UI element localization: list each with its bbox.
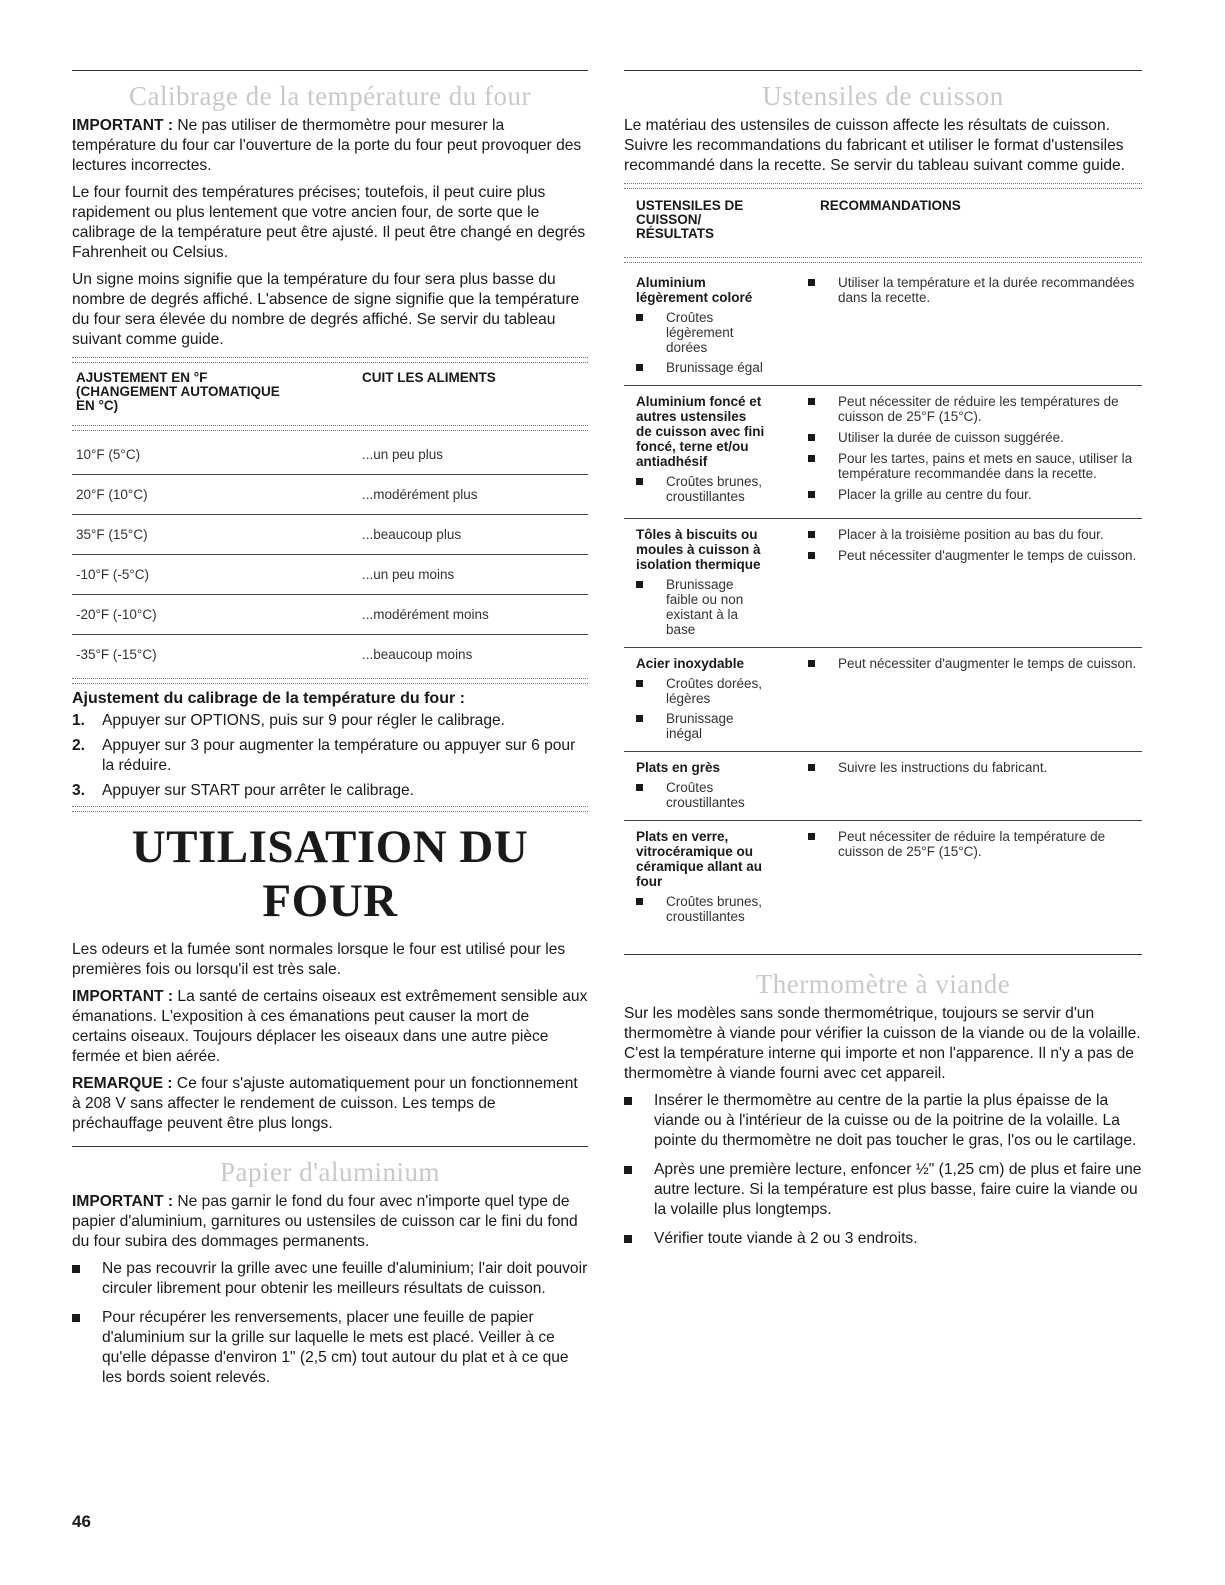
table-row [624,519,1142,648]
square-bullet-icon [808,764,815,771]
adjustment-cell: -35°F (-15°C) [76,647,157,662]
recommendation-item [808,760,1142,775]
square-bullet-icon [808,491,815,498]
list-item [624,1229,1142,1249]
recommendation-text: Placer la grille au centre du four. [838,487,1032,502]
recommendation-text: Suivre les instructions du fabricant. [838,760,1048,775]
table-row [72,635,588,674]
header-cookware: USTENSILES DE CUISSON/ RÉSULTATS [636,198,744,241]
recommendations-cell [808,275,1142,375]
square-bullet-icon [808,398,815,405]
result-item [636,780,808,810]
adjustment-cell: 10°F (5°C) [76,447,141,462]
table-dotted-rule [72,678,588,684]
cookware-name: Plats en grès [636,760,721,775]
recommendations-cell [808,527,1142,637]
recommendations-cell [808,829,1142,924]
cookware-name: Acier inoxydable [636,656,745,671]
foil-title: Papier d'aluminium [219,1157,441,1187]
list-item-text: Pour récupérer les renversements, placer une feuille de papier d'aluminium sur la grille sur laquelle le mets est placé. Veiller à ce qu'elle dépasse d'environ 1" (2,5 cm) tout autour du plat et à ce que les bords soient relevés. [102,1309,569,1386]
recommendation-item [808,656,1142,671]
result-item [636,360,808,375]
cookware-title: Ustensiles de cuisson [762,81,1004,111]
square-bullet-icon [808,279,815,286]
calibration-steps [72,711,588,801]
square-bullet-icon [808,552,815,559]
cookware-name: Plats en verre, vitrocéramique ou céramique allant au four [636,829,763,889]
recommendation-item [808,548,1142,563]
section-rule [624,954,1142,955]
cookware-table [624,193,1142,934]
table-dotted-rule [624,183,1142,189]
square-bullet-icon [624,1097,632,1105]
list-item [72,1259,588,1299]
result-cell: ...beaucoup plus [362,527,462,542]
step-text: Appuyer sur OPTIONS, puis sur 9 pour régler le calibrage. [102,712,506,729]
page-number: 46 [72,1512,91,1531]
adjustment-cell: -20°F (-10°C) [76,607,157,622]
table-row [72,435,588,475]
table-row [624,821,1142,934]
list-item-text: Ne pas recouvrir la grille avec une feuille d'aluminium; l'air doit pouvoir circuler librement pour obtenir les meilleurs résultats de cuisson. [102,1260,588,1297]
step-number: 2. [72,737,86,754]
section-dotted-rule [72,806,588,812]
recommendation-text: Peut nécessiter de réduire les températures de cuisson de 25°F (15°C). [838,394,1119,424]
cookware-cell [624,656,808,741]
recommendation-text: Utiliser la durée de cuisson suggérée. [838,430,1064,445]
recommendation-item [808,487,1142,502]
calibration-title: Calibrage de la température du four [128,81,532,111]
list-item [624,1160,1142,1220]
result-text: Brunissage inégal [666,711,734,741]
left-column [72,70,588,1397]
recommendation-item [808,829,1142,859]
thermometer-bullets [624,1091,1142,1249]
result-text: Croûtes dorées, légères [666,676,763,706]
result-text: Croûtes croustillantes [666,780,745,810]
table-row [72,595,588,635]
result-text: Croûtes brunes, croustillantes [666,474,763,504]
cookware-name: Tôles à biscuits ou moules à cuisson à isolation thermique [636,527,761,572]
recommendation-item [808,275,1142,305]
recommendation-item [808,430,1142,445]
result-item [636,310,808,355]
cookware-cell [624,527,808,637]
chapter-title: UTILISATION DU FOUR [131,821,529,927]
recommendations-cell [808,656,1142,741]
square-bullet-icon [636,364,643,371]
step-number: 3. [72,782,86,799]
result-cell: ...modérément moins [362,607,489,622]
usage-important: IMPORTANT : La santé de certains oiseaux est extrêmement sensible aux émanations. L'exposition à ces émanations peut causer la mort de certains oiseaux. Toujours déplacer les oiseaux dans une autre pièce fermée et bien aérée. [72,988,588,1065]
calibration-table-body [72,435,588,674]
adjustment-cell: 20°F (10°C) [76,487,148,502]
square-bullet-icon [636,581,643,588]
step-text: Appuyer sur START pour arrêter le calibrage. [102,782,415,799]
section-rule [72,70,588,71]
result-item [636,577,808,637]
table-row [72,555,588,595]
recommendation-item [808,451,1142,481]
calibration-paragraph: Le four fournit des températures précises; toutefois, il peut cuire plus rapidement ou plus lentement que votre ancien four, de sorte que le calibrage de la température peut être ajusté. Il peut être changé en degrés Fahrenheit ou Celsius. [72,184,586,261]
step-text: Appuyer sur 3 pour augmenter la température ou appuyer sur 6 pour la réduire. [102,737,576,774]
cookware-name: Aluminium foncé et autres ustensiles de cuisson avec fini foncé, terne et/ou antiadhésif [636,394,765,469]
table-row [72,475,588,515]
square-bullet-icon [636,784,643,791]
square-bullet-icon [636,680,643,687]
adjustment-cell: -10°F (-5°C) [76,567,150,582]
list-item-text: Insérer le thermomètre au centre de la partie la plus épaisse de la viande ou à l'intérieur de la cuisse ou de la poitrine de la volaille. La pointe du thermomètre ne doit pas toucher le gras, l'os ou le cartilage. [654,1092,1137,1149]
step-item [72,736,588,776]
recommendation-text: Utiliser la température et la durée recommandées dans la recette. [838,275,1135,305]
calibration-table-header [72,367,588,421]
list-item-text: Vérifier toute viande à 2 ou 3 endroits. [654,1230,918,1247]
square-bullet-icon [72,1265,80,1273]
table-dotted-rule [72,357,588,363]
calibration-important: IMPORTANT : Ne pas utiliser de thermomètre pour mesurer la température du four car l'ouverture de la porte du four peut provoquer des lectures incorrectes. [72,117,582,174]
table-dotted-rule [624,257,1142,263]
result-cell: ...un peu moins [362,567,455,582]
result-item [636,676,808,706]
result-item [636,474,808,504]
thermometer-paragraph: Sur les modèles sans sonde thermométrique, toujours se servir d'un thermomètre à viande pour vérifier la cuisson de la viande ou de la volaille. C'est la température interne qui importe et non l'apparence. Il n'y a pas de thermomètre à viande fourni avec cet appareil. [624,1005,1141,1082]
recommendations-cell [808,394,1142,508]
cookware-cell [624,275,808,375]
usage-paragraph: Les odeurs et la fumée sont normales lorsque le four est utilisé pour les premières fois ou lorsqu'il est très sale. [72,941,566,978]
square-bullet-icon [808,434,815,441]
adjustment-cell: 35°F (15°C) [76,527,148,542]
recommendation-text: Pour les tartes, pains et mets en sauce, utiliser la température recommandée dans la recette. [838,451,1133,481]
recommendation-item [808,394,1142,424]
result-cell: ...un peu plus [362,447,444,462]
foil-important: IMPORTANT : Ne pas garnir le fond du four avec n'importe quel type de papier d'aluminium, garnitures ou ustensiles de cuisson car le fini du fond du four subira des dommages permanents. [72,1193,578,1250]
cookware-table-body [624,267,1142,934]
square-bullet-icon [72,1314,80,1322]
result-text: Croûtes brunes, croustillantes [666,894,763,924]
result-item [636,711,808,741]
calibration-table [72,367,588,684]
step-item [72,711,588,731]
square-bullet-icon [636,478,643,485]
recommendation-text: Placer à la troisième position au bas du four. [838,527,1104,542]
step-item [72,781,588,801]
list-item-text: Après une première lecture, enfoncer ½" (1,25 cm) de plus et faire une autre lecture. Si la température est plus basse, faire cuire la viande ou la volaille plus longtemps. [654,1161,1142,1218]
section-rule [624,70,1142,71]
cookware-cell [624,394,808,508]
header-result: CUIT LES ALIMENTS [362,370,496,385]
table-dotted-rule [72,425,588,431]
cookware-table-header [624,193,1142,253]
recommendation-item [808,527,1142,542]
square-bullet-icon [636,314,643,321]
cookware-cell [624,760,808,810]
table-row [624,386,1142,519]
recommendation-text: Peut nécessiter d'augmenter le temps de cuisson. [838,656,1137,671]
result-cell: ...modérément plus [362,487,478,502]
table-row [624,752,1142,821]
square-bullet-icon [636,898,643,905]
foil-bullets [72,1259,588,1388]
recommendation-text: Peut nécessiter d'augmenter le temps de cuisson. [838,548,1137,563]
thermometer-title: Thermomètre à viande [755,969,1011,999]
recommendation-text: Peut nécessiter de réduire la température de cuisson de 25°F (15°C). [838,829,1106,859]
table-row [624,267,1142,386]
usage-note: REMARQUE : Ce four s'ajuste automatiquement pour un fonctionnement à 208 V sans affecter le rendement de cuisson. Les temps de préchauffage peuvent être plus longs. [72,1075,578,1132]
square-bullet-icon [624,1235,632,1243]
right-column [624,70,1142,1258]
square-bullet-icon [808,455,815,462]
list-item [72,1308,588,1388]
square-bullet-icon [624,1166,632,1174]
table-row [72,515,588,555]
square-bullet-icon [808,531,815,538]
steps-title: Ajustement du calibrage de la température du four : [72,690,465,707]
step-number: 1. [72,712,86,729]
recommendations-cell [808,760,1142,810]
result-cell: ...beaucoup moins [362,647,473,662]
table-row [624,648,1142,752]
square-bullet-icon [808,833,815,840]
result-text: Brunissage faible ou non existant à la base [666,577,744,637]
cookware-intro: Le matériau des ustensiles de cuisson affecte les résultats de cuisson. Suivre les recommandations du fabricant et utiliser le format d'ustensiles recommandé dans la recette. Se servir du tableau suivant comme guide. [624,117,1125,174]
cookware-name: Aluminium légèrement coloré [636,275,753,305]
list-item [624,1091,1142,1151]
result-text: Brunissage égal [666,360,763,375]
result-item [636,894,808,924]
cookware-cell [624,829,808,924]
result-text: Croûtes légèrement dorées [666,310,734,355]
section-rule [72,1146,588,1147]
square-bullet-icon [808,660,815,667]
header-adjustment: AJUSTEMENT EN °F (CHANGEMENT AUTOMATIQUE EN °C) [76,370,280,413]
header-recommendations: RECOMMANDATIONS [820,198,961,213]
calibration-paragraph: Un signe moins signifie que la température du four sera plus basse du nombre de degrés affiché. L'absence de signe signifie que la température du four sera élevée du nombre de degrés affiché. Se servir du tableau suivant comme guide. [72,271,580,348]
square-bullet-icon [636,715,643,722]
